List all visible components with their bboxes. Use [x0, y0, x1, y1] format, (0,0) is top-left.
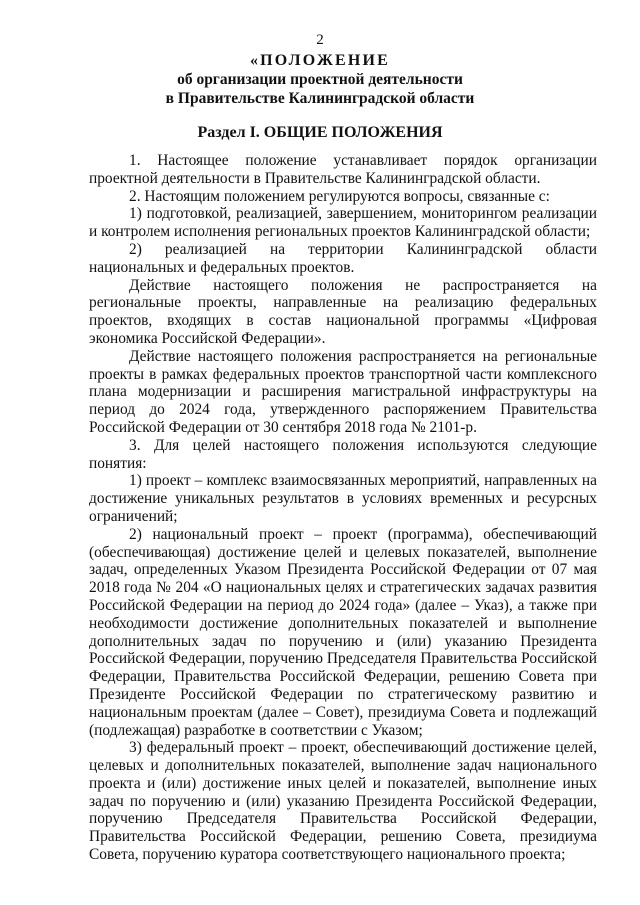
paragraph-7: 3. Для целей настоящего положения используются следующие понятия: — [89, 436, 597, 472]
document-subtitle-line1: об организации проектной деятельности — [177, 71, 463, 88]
document-title: «ПОЛОЖЕНИЕ — [249, 52, 391, 69]
paragraph-1: 1. Настоящее положение устанавливает порядок организации проектной деятельности в Правительстве Калининградской области. — [89, 152, 597, 187]
paragraph-2: 2. Настоящим положением регулируются вопросы, связанные с: — [129, 187, 550, 205]
paragraph-3: 1) подготовкой, реализацией, завершением, мониторингом реализации и контролем исполнения региональных проектов Калининградской области; — [89, 205, 597, 241]
paragraph-6: Действие настоящего положения распространяется на региональные проекты в рамках федеральных проектов транспортной части комплексного плана модернизации и расширения магистральной инфраструктуры на период до 2024 года, утвержденного распоряжением Правительства Российской Федерации от 30 сентября 2018 года № 2101-р. — [89, 347, 597, 436]
document-subtitle-line2: в Правительстве Калининградской области — [165, 90, 475, 107]
paragraph-5: Действие настоящего положения не распространяется на региональные проекты, направленные на реализацию федеральных проектов, входящих в состав национальной программы «Цифровая экономика Российской Федерации». — [89, 276, 597, 347]
paragraph-8: 1) проект – комплекс взаимосвязанных мероприятий, направленных на достижение уникальных результатов в условиях временных и ресурсных ограничений; — [89, 472, 597, 525]
page-number: 2 — [316, 32, 324, 48]
paragraph-10: 3) федеральный проект – проект, обеспечивающий достижение целей, целевых и дополнительных показателей, выполнение задач национального проекта и (или) достижение иных целей и показателей, выполнение иных задач по поручению и (или) указанию Президента Российской Федерации, поручению Председателя Правительства Российской Федерации, Правительства Российской Федерации, решению Совета, президиума Совета, поручению куратора соответствующего национального проекта; — [89, 739, 597, 864]
paragraph-4: 2) реализацией на территории Калининградской области национальных и федеральных проектов. — [89, 240, 597, 276]
paragraph-9: 2) национальный проект – проект (программа), обеспечивающий (обеспечивающая) достижение целей и целевых показателей, выполнение задач, определенных Указом Президента Российской Федерации от 07 мая 2018 года № 204 «О национальных целях и стратегических задачах развития Российской Федерации на период до 2024 года» (далее – Указ), а также при необходимости достижение дополнительных показателей и выполнение дополнительных задач по поручению и (или) указанию Президента Российской Федерации, поручению Председателя Правительства Российской Федерации, Правительства Российской Федерации, решению Совета при Президенте Российской Федерации по стратегическому развитию и национальным проектам (далее – Совет), президиума Совета и подлежащий (подлежащая) разработке в соответствии с Указом; — [89, 525, 597, 739]
section-heading: Раздел I. ОБЩИЕ ПОЛОЖЕНИЯ — [197, 124, 443, 141]
document-body — [89, 152, 597, 864]
